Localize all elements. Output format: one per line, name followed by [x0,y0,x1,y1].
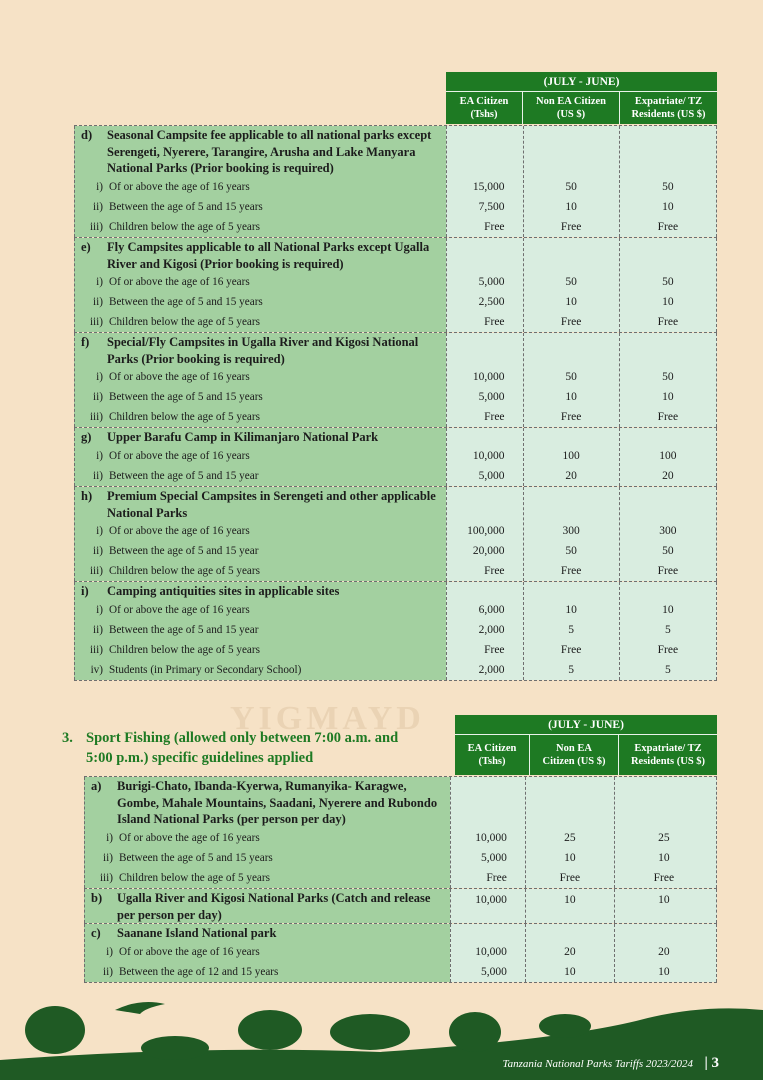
item-label: Of or above the age of 16 years [109,180,250,193]
item-value: 5,000 [478,470,505,482]
item-value: 10 [658,852,670,864]
value-cells [450,889,717,923]
item-row [81,197,442,217]
section-row [84,888,717,923]
item-number: iii) [89,220,103,233]
section-title [91,925,446,942]
item-value: 50 [565,371,577,383]
table1-header [446,72,717,124]
item-value: Free [484,221,505,233]
item-value: 100 [659,450,677,462]
value-cells [446,238,717,332]
item-value: Free [484,644,505,656]
item-value: Free [560,644,582,656]
table1 [74,125,717,681]
item-label: Between the age of 5 and 15 year [109,545,259,557]
item-value: 5 [665,664,671,676]
table1-col-expat: Expatriate/ TZ Residents (US $) [619,92,717,124]
item-value: Free [484,411,505,423]
item-row [81,521,442,541]
item-row [91,962,446,982]
buffalo-icon [238,1010,302,1050]
value-column [619,487,716,581]
item-row [81,367,442,387]
item-label: Between the age of 12 and 15 years [119,965,279,978]
item-value: 50 [565,545,577,557]
item-row [81,407,442,427]
section-title-text: Premium Special Campsites in Serengeti and other applicable National Parks [107,489,436,520]
elephant-icon [25,1006,85,1054]
value-column [619,582,716,680]
item-value: 10 [658,966,670,978]
item-label: Children below the age of 5 years [109,220,260,233]
item-label: Between the age of 5 and 15 year [109,623,259,636]
item-value: Free [657,316,679,328]
item-label: Of or above the age of 16 years [109,371,250,383]
title-spacer [524,334,619,367]
table2-col-non-ea: Non EA Citizen (US $) [529,735,618,775]
value-cells [450,777,717,888]
item-number: i) [106,945,113,958]
item-value: Free [560,221,582,233]
title-spacer [524,583,619,600]
item-value: 10 [662,201,674,213]
item-value: Free [560,316,582,328]
section-title [81,488,442,521]
title-spacer [526,925,614,942]
item-row [91,848,446,868]
item-label: Of or above the age of 16 years [109,449,250,462]
item-value: 50 [662,181,674,193]
section-title-text: Burigi-Chato, Ibanda-Kyerwa, Rumanyika- Karagwe, Gombe, Mahale Mountains, Saadani, Nyerere and Rubondo Island National Parks (per person per day) [117,779,438,826]
value-column [523,238,619,332]
section-letter: i) [81,584,89,598]
title-spacer [620,583,716,600]
value-column [614,889,713,923]
table1-col-non-ea: Non EA Citizen (US $) [522,92,619,124]
item-value: Free [560,411,582,423]
title-spacer [524,488,619,521]
description-cell [74,126,446,237]
item-value: 100,000 [467,525,505,537]
section-title-text: Camping antiquities sites in applicable sites [107,584,340,598]
title-spacer [524,429,619,446]
value-column [523,428,619,486]
title-spacer [447,334,505,367]
item-label: Children below the age of 5 years [119,871,270,884]
section-letter: g) [81,430,92,444]
item-label: Of or above the age of 16 years [109,276,250,288]
value: 10 [564,894,576,906]
section-row [74,427,717,486]
section-row [74,486,717,581]
item-value: 5 [568,624,575,636]
item-number: iii) [89,411,103,423]
section-title-text: Saanane Island National park [117,926,277,940]
item-number: i) [96,603,103,616]
value-column [614,777,713,888]
item-number: iii) [89,643,103,656]
item-value: 5,000 [480,966,507,978]
value-column [619,333,716,427]
value: 10 [658,894,670,906]
section-row [74,332,717,427]
description-cell [84,889,450,923]
value: 10,000 [475,894,507,906]
item-number: ii) [103,965,113,978]
title-spacer [447,583,505,600]
section3-title-line1: Sport Fishing (allowed only between 7:00 a.m. and [86,730,399,746]
rhino-icon [330,1014,410,1050]
item-value: 5 [568,664,575,676]
bird-icon [115,1002,165,1014]
item-label: Of or above the age of 16 years [109,603,250,616]
title-spacer [620,127,716,177]
value-column [451,924,525,982]
item-value: 5 [665,624,671,636]
item-row [81,446,442,466]
lion-icon [141,1036,209,1060]
item-value: Free [657,221,679,233]
table1-col-ea: EA Citizen (Tshs) [459,96,509,120]
item-row [81,292,442,312]
item-value: 5,000 [478,276,505,288]
item-label: Between the age of 5 and 15 years [109,391,263,403]
item-number: ii) [93,296,103,308]
value-column [447,487,523,581]
section-row [84,776,717,888]
value-column [525,889,614,923]
item-value: 300 [659,525,677,537]
section3-title-line2: 5:00 p.m.) specific guidelines applied [86,750,314,766]
section-row [74,125,717,237]
item-value: Free [560,565,582,577]
item-value: Free [653,872,675,884]
item-value: 10 [565,296,577,308]
value-column [523,333,619,427]
title-spacer [447,127,505,177]
item-row [81,640,442,660]
item-row [91,828,446,848]
item-label: Between the age of 5 and 15 years [109,296,263,308]
value-column [619,428,716,486]
description-cell [74,582,446,680]
value-cells [450,924,717,982]
value-column [447,238,523,332]
item-number: ii) [93,545,103,557]
item-number: iii) [89,316,103,328]
title-spacer [447,239,505,272]
item-value: 20 [662,470,674,482]
item-value: Free [657,411,679,423]
item-number: i) [106,831,113,844]
value-cells [446,126,717,237]
value-column [619,238,716,332]
page-number: | 3 [704,1055,719,1071]
item-value: 50 [662,371,674,383]
item-number: ii) [93,623,103,636]
item-value: 2,000 [478,664,505,676]
item-value: 50 [662,545,674,557]
title-spacer [620,488,716,521]
item-value: Free [486,872,507,884]
item-value: 20 [565,470,577,482]
item-row [81,217,442,237]
item-label: Students (in Primary or Secondary School) [109,663,302,676]
section-title [91,890,446,923]
item-row [81,177,442,197]
item-value: 2,000 [478,624,505,636]
item-row [81,466,442,486]
description-cell [74,333,446,427]
title-spacer [447,429,505,446]
item-value: 10,000 [472,371,505,383]
item-row [91,868,446,888]
item-value: 10 [662,296,674,308]
item-label: Between the age of 5 and 15 year [109,469,259,482]
section-letter: c) [91,926,101,940]
item-value: Free [657,565,679,577]
item-value: 10 [565,391,577,403]
item-value: 10 [564,852,576,864]
item-value: 100 [562,450,580,462]
table2-col-ea: EA Citizen (Tshs) [467,743,517,767]
title-spacer [524,239,619,272]
item-value: 50 [565,181,577,193]
item-value: 10,000 [475,946,507,958]
item-value: 10 [662,604,674,616]
value-column [523,487,619,581]
title-spacer [526,778,614,828]
item-value: 20 [658,946,670,958]
item-value: 15,000 [472,181,505,193]
item-value: Free [484,316,505,328]
watermark: YIGMAYD [230,700,425,737]
item-number: ii) [103,851,113,864]
chimp-icon [449,1012,501,1052]
section-title-text: Seasonal Campsite fee applicable to all national parks except Serengeti, Nyerere, Tarangire, Arusha and Lake Manyara National Parks (Prior booking is required) [107,128,432,175]
item-number: i) [96,276,103,288]
item-value: 25 [658,832,670,844]
item-value: 10,000 [472,450,505,462]
item-number: iii) [89,565,103,577]
item-number: ii) [93,200,103,213]
item-value: 50 [662,276,674,288]
item-value: 10,000 [475,832,507,844]
item-value: Free [559,872,581,884]
item-value: 10 [662,391,674,403]
value-cells [446,333,717,427]
item-label: Of or above the age of 16 years [119,831,260,844]
item-row [81,561,442,581]
item-label: Children below the age of 5 years [109,411,260,423]
item-label: Between the age of 5 and 15 years [109,200,263,213]
section-letter: h) [81,489,93,503]
footer-title: Tanzania National Parks Tariffs 2023/2024 [502,1058,693,1070]
item-value: 5,000 [478,391,505,403]
item-label: Children below the age of 5 years [109,643,260,656]
description-cell [74,428,446,486]
item-value: 2,500 [478,296,505,308]
item-row [81,312,442,332]
value-cells [446,487,717,581]
section3-title [62,728,442,768]
title-spacer [620,239,716,272]
section-letter: b) [91,891,103,905]
item-value: 6,000 [478,604,505,616]
value-column [451,889,525,923]
table2-col-expat: Expatriate/ TZ Residents (US $) [618,735,717,775]
section3-number: 3. [62,730,73,746]
title-spacer [451,925,507,942]
item-label: Between the age of 5 and 15 years [119,851,273,864]
item-label: Of or above the age of 16 years [109,525,250,537]
item-label: Of or above the age of 16 years [119,945,260,958]
item-number: i) [96,371,103,383]
item-row [81,387,442,407]
value-column [525,924,614,982]
section-row [74,581,717,681]
value-column [451,777,525,888]
item-number: i) [96,449,103,462]
description-cell [74,238,446,332]
item-row [91,942,446,962]
item-label: Children below the age of 5 years [109,316,260,328]
title-spacer [615,925,713,942]
item-number: i) [96,180,103,193]
value-column [447,333,523,427]
item-value: 20,000 [472,545,505,557]
value-column [614,924,713,982]
section-row [84,923,717,983]
section-title-text: Upper Barafu Camp in Kilimanjaro National Park [107,430,379,444]
section-title [81,127,442,177]
item-value: Free [657,644,679,656]
description-cell [74,487,446,581]
item-value: 50 [565,276,577,288]
title-spacer [451,778,507,828]
section-title-text: Fly Campsites applicable to all National Parks except Ugalla River and Kigosi (Prior booking is required) [107,240,430,271]
value-column [523,126,619,237]
section-row [74,237,717,332]
item-number: i) [96,525,103,537]
table2-period: (JULY - JUNE) [455,715,717,735]
item-row [81,541,442,561]
item-value: 25 [564,832,576,844]
section-title [91,778,446,828]
table1-period: (JULY - JUNE) [446,72,717,92]
title-spacer [524,127,619,177]
section-title-text: Special/Fly Campsites in Ugalla River and Kigosi National Parks (Prior booking is required) [107,335,419,366]
value-column [523,582,619,680]
item-row [81,620,442,640]
item-value: Free [484,565,505,577]
description-cell [84,924,450,982]
item-number: ii) [93,391,103,403]
title-spacer [447,488,505,521]
value-cells [446,428,717,486]
value-cells [446,582,717,680]
section-title [81,239,442,272]
section-letter: e) [81,240,91,254]
item-value: 300 [562,525,580,537]
value-column [447,428,523,486]
section-title [81,583,442,600]
item-row [81,272,442,292]
item-value: 7,500 [478,201,505,213]
table2-header [455,715,717,775]
title-spacer [620,334,716,367]
title-spacer [615,778,713,828]
item-number: iv) [90,663,103,676]
section-letter: d) [81,128,93,142]
title-spacer [620,429,716,446]
item-value: 10 [565,604,577,616]
item-number: ii) [93,469,103,482]
item-label: Children below the age of 5 years [109,565,260,577]
antelope-icon [539,1014,591,1038]
item-value: 5,000 [480,852,507,864]
description-cell [84,777,450,888]
item-number: iii) [99,871,113,884]
section-title-text: Ugalla River and Kigosi National Parks (Catch and release per person per day) [117,891,431,922]
value-column [619,126,716,237]
section-letter: f) [81,335,90,349]
item-value: 20 [564,946,576,958]
value-column [447,582,523,680]
item-row [81,600,442,620]
value-column [447,126,523,237]
value-column [525,777,614,888]
section-title [81,334,442,367]
item-value: 10 [564,966,576,978]
section-title [81,429,442,446]
section-letter: a) [91,779,102,793]
table2 [84,776,717,983]
item-row [81,660,442,680]
item-value: 10 [565,201,577,213]
